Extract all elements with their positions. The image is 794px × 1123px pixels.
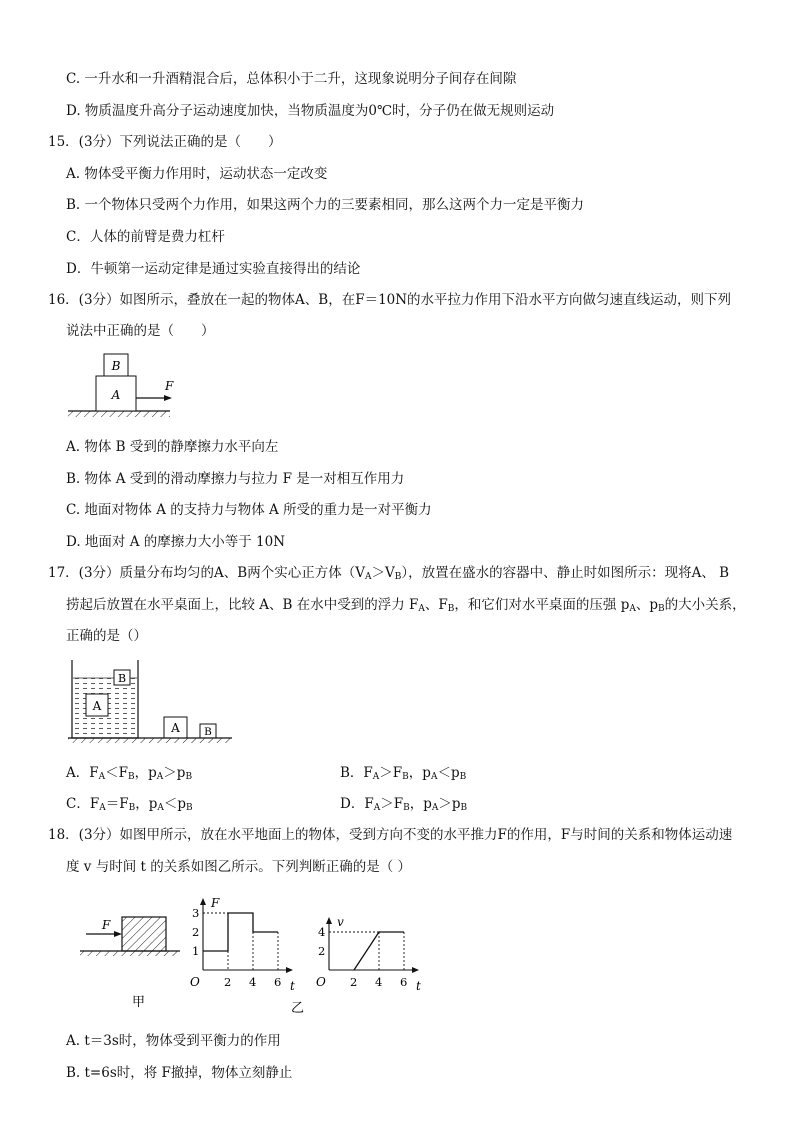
vt-y-tick-4: 4	[318, 925, 326, 939]
q16-option-a: A. 物体 B 受到的静摩擦力水平向左	[66, 439, 279, 455]
q15-stem: 15．(3分）下列说法正确的是（ ）	[48, 134, 282, 150]
ft-x-tick-2: 2	[224, 975, 232, 989]
q17-option-a: A．$F_A<F_B$，$p_A>p_B$	[66, 765, 193, 782]
ft-y-tick-2: 2	[192, 925, 200, 939]
vt-x-label: t	[416, 979, 421, 993]
q18-stem-line2: 度 v 与时间 t 的关系如图乙所示。下列判断正确的是（ ）	[66, 859, 412, 875]
table-hatch	[68, 738, 232, 743]
q15-option-c: C．人体的前臂是费力杠杆	[66, 229, 225, 245]
q17-stem-line3: 正确的是（）	[66, 628, 147, 644]
q14-option-d: D. 物质温度升高分子运动速度加快，当物质温度为0℃时，分子仍在做无规则运动	[66, 103, 555, 119]
vt-origin: O	[316, 975, 326, 989]
ft-y-axis-arrow	[200, 898, 206, 905]
v-t-graph	[316, 915, 421, 993]
q18-option-b: B. t=6s时，将 F撤掉，物体立刻静止	[66, 1065, 293, 1081]
vt-y-tick-2: 2	[318, 944, 326, 958]
table-block-b-label: B	[204, 726, 212, 738]
block-b-label: B	[111, 359, 121, 373]
q17-option-b: B．$F_A>F_B$，$p_A<p_B$	[340, 765, 467, 782]
vt-x-axis-arrow	[412, 967, 419, 973]
ft-series-line	[203, 913, 278, 951]
table-block-a-label: A	[171, 721, 180, 735]
q17-option-d: D．$F_A>F_B$，$p_A>p_B$	[340, 796, 468, 813]
ground-hatch	[68, 411, 170, 417]
pushed-block	[122, 917, 166, 951]
block-a-label: A	[111, 388, 121, 402]
ft-x-tick-6: 6	[274, 975, 282, 989]
ft-x-tick-4: 4	[249, 975, 257, 989]
q17-option-c: C．$F_A=F_B$，$p_A<p_B$	[66, 796, 193, 813]
ft-y-label: F	[211, 896, 220, 910]
force-label: F	[165, 379, 174, 393]
vt-x-tick-6: 6	[400, 975, 408, 989]
vt-y-label: v	[337, 915, 344, 929]
q16-stem-line2: 说法中正确的是（ ）	[66, 323, 215, 339]
f-t-graph	[190, 896, 295, 993]
q15-option-a: A. 物体受平衡力作用时，运动状态一定改变	[66, 166, 328, 182]
q18-option-a: A. t＝3s时，物体受到平衡力的作用	[66, 1033, 281, 1049]
jia-label: 甲	[132, 995, 146, 1010]
ft-x-label: t	[290, 979, 295, 993]
q17-stem-line2: 捞起后放置在水平桌面上，比较 A、B 在水中受到的浮力 $F_A$、$F_B$，和它们对水平桌面的压强 $p_A$、$p_B$的大小关系，	[66, 597, 746, 614]
q16-figure	[66, 350, 186, 422]
submerged-block-a-label: A	[92, 699, 102, 713]
q16-option-d: D. 地面对 A 的摩擦力大小等于 10N	[66, 534, 286, 550]
q16-stem-line1: 16．(3分）如图所示，叠放在一起的物体A、B，在F＝10N的水平拉力作用下沿水平方向做匀速直线运动，则下列	[48, 292, 732, 308]
q14-option-c: C. 一升水和一升酒精混合后，总体积小于二升，这现象说明分子间存在间隙	[66, 71, 517, 87]
ft-y-tick-1: 1	[192, 944, 200, 958]
push-arrowhead	[114, 931, 122, 937]
vt-x-tick-4: 4	[375, 975, 383, 989]
force-arrowhead	[164, 395, 172, 401]
vt-y-axis-arrow	[326, 917, 332, 924]
vt-x-tick-2: 2	[350, 975, 358, 989]
q18-figure	[66, 884, 436, 1022]
push-ground-hatch	[80, 951, 180, 956]
q16-option-b: B. 物体 A 受到的滑动摩擦力与拉力 F 是一对相互作用力	[66, 471, 405, 487]
q17-figure	[66, 656, 236, 748]
floating-block-b-label: B	[117, 672, 127, 685]
q16-option-c: C. 地面对物体 A 的支持力与物体 A 所受的重力是一对平衡力	[66, 502, 432, 518]
push-label: F	[102, 918, 111, 932]
ft-y-tick-3: 3	[192, 906, 200, 920]
q18-stem-line1: 18．(3分）如图甲所示，放在水平地面上的物体，受到方向不变的水平推力F的作用，F与时间的关系和物体运动速	[48, 827, 733, 843]
yi-label: 乙	[291, 1001, 305, 1016]
q15-option-b: B. 一个物体只受两个力作用，如果这两个力的三要素相同，那么这两个力一定是平衡力	[66, 197, 585, 213]
q17-stem-line1: 17．(3分）质量分布均匀的A、B两个实心正方体$(V_A>V_B)$，放置在盛水的容器中、静止时如图所示：现将A、 B	[48, 565, 730, 582]
ft-origin: O	[190, 975, 200, 989]
ft-x-axis-arrow	[286, 967, 293, 973]
q15-option-d: D．牛顿第一运动定律是通过实验直接得出的结论	[66, 261, 361, 277]
